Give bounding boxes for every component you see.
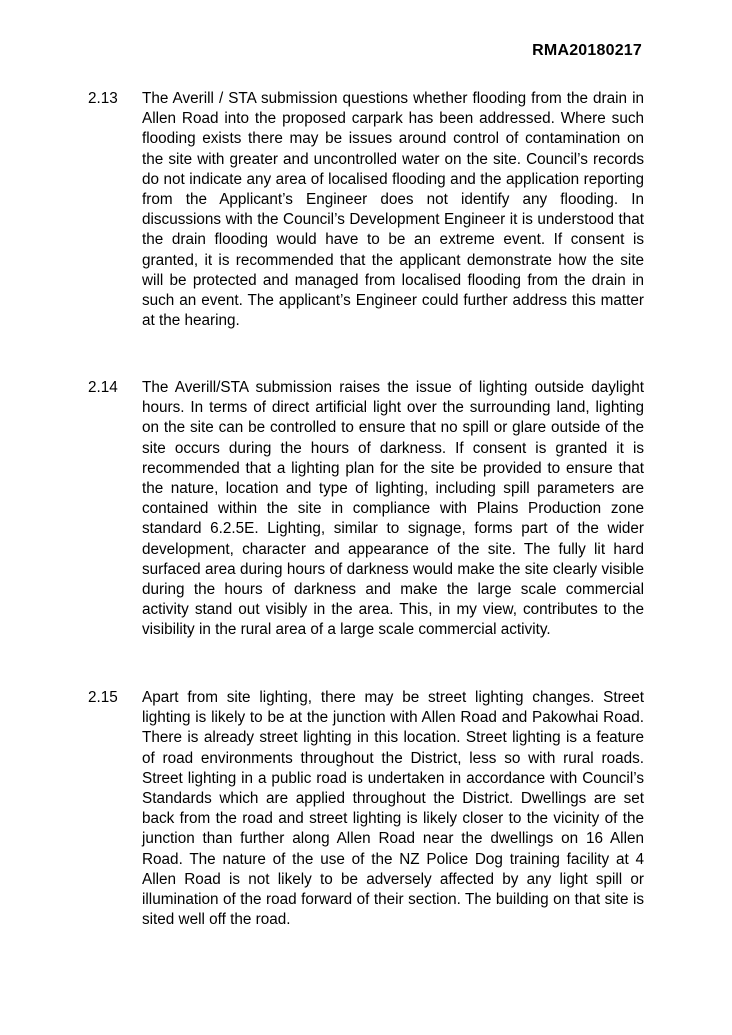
paragraph-text: The Averill/STA submission raises the issue of lighting outside daylight hours. In terms of direct artificial light over the surrounding land, lighting on the site can be controlled to ensure that no spill or glare outside of the site occurs during the hours of darkness. If consent is granted it is recommended that a lighting plan for the site be provided to ensure that the nature, location and type of lighting, including spill parameters are contained within the site in compliance with Plains Production zone standard 6.2.5E. Lighting, similar to signage, forms part of the wider development, character and appearance of the site. The fully lit hard surfaced area during hours of darkness would make the site clearly visible during the hours of darkness and make the large scale commercial activity stand out visibly in the area. This, in my view, contributes to the visibility in the rural area of a large scale commercial activity. [142, 379, 644, 639]
paragraph-text: Apart from site lighting, there may be street lighting changes. Street lighting is likely to be at the junction with Allen Road and Pakowhai Road. There is already street lighting in this location. Street lighting is a feature of road environments throughout the District, less so with rural roads. Street lighting in a public road is undertaken in accordance with Council’s Standards which are applied throughout the District. Dwellings are set back from the road and street lighting is likely closer to the vicinity of the junction than further along Allen Road near the dwellings on 16 Allen Road. The nature of the use of the NZ Police Dog training facility at 4 Allen Road is not likely to be adversely affected by any light spill or illumination of the road forward of their section. The building on that site is sited well off the road. [142, 689, 644, 929]
paragraph-number: 2.13 [88, 90, 118, 107]
paragraph-2-13 [88, 89, 644, 331]
paragraph-text: The Averill / STA submission questions whether flooding from the drain in Allen Road into the proposed carpark has been addressed. Where such flooding exists there may be issues around control of contamination on the site with greater and uncontrolled water on the site. Council’s records do not indicate any area of localised flooding and the application reporting from the Applicant’s Engineer does not identify any flooding. In discussions with the Council’s Development Engineer it is understood that the drain flooding would have to be an extreme event. If consent is granted, it is recommended that the applicant demonstrate how the site will be protected and managed from localised flooding from the drain in such an event. The applicant’s Engineer could further address this matter at the hearing. [142, 90, 644, 330]
paragraph-2-15 [88, 688, 644, 930]
document-reference: RMA20180217 [532, 42, 642, 59]
paragraph-number: 2.14 [88, 379, 118, 396]
paragraph-number: 2.15 [88, 689, 118, 706]
paragraph-2-14 [88, 378, 644, 641]
